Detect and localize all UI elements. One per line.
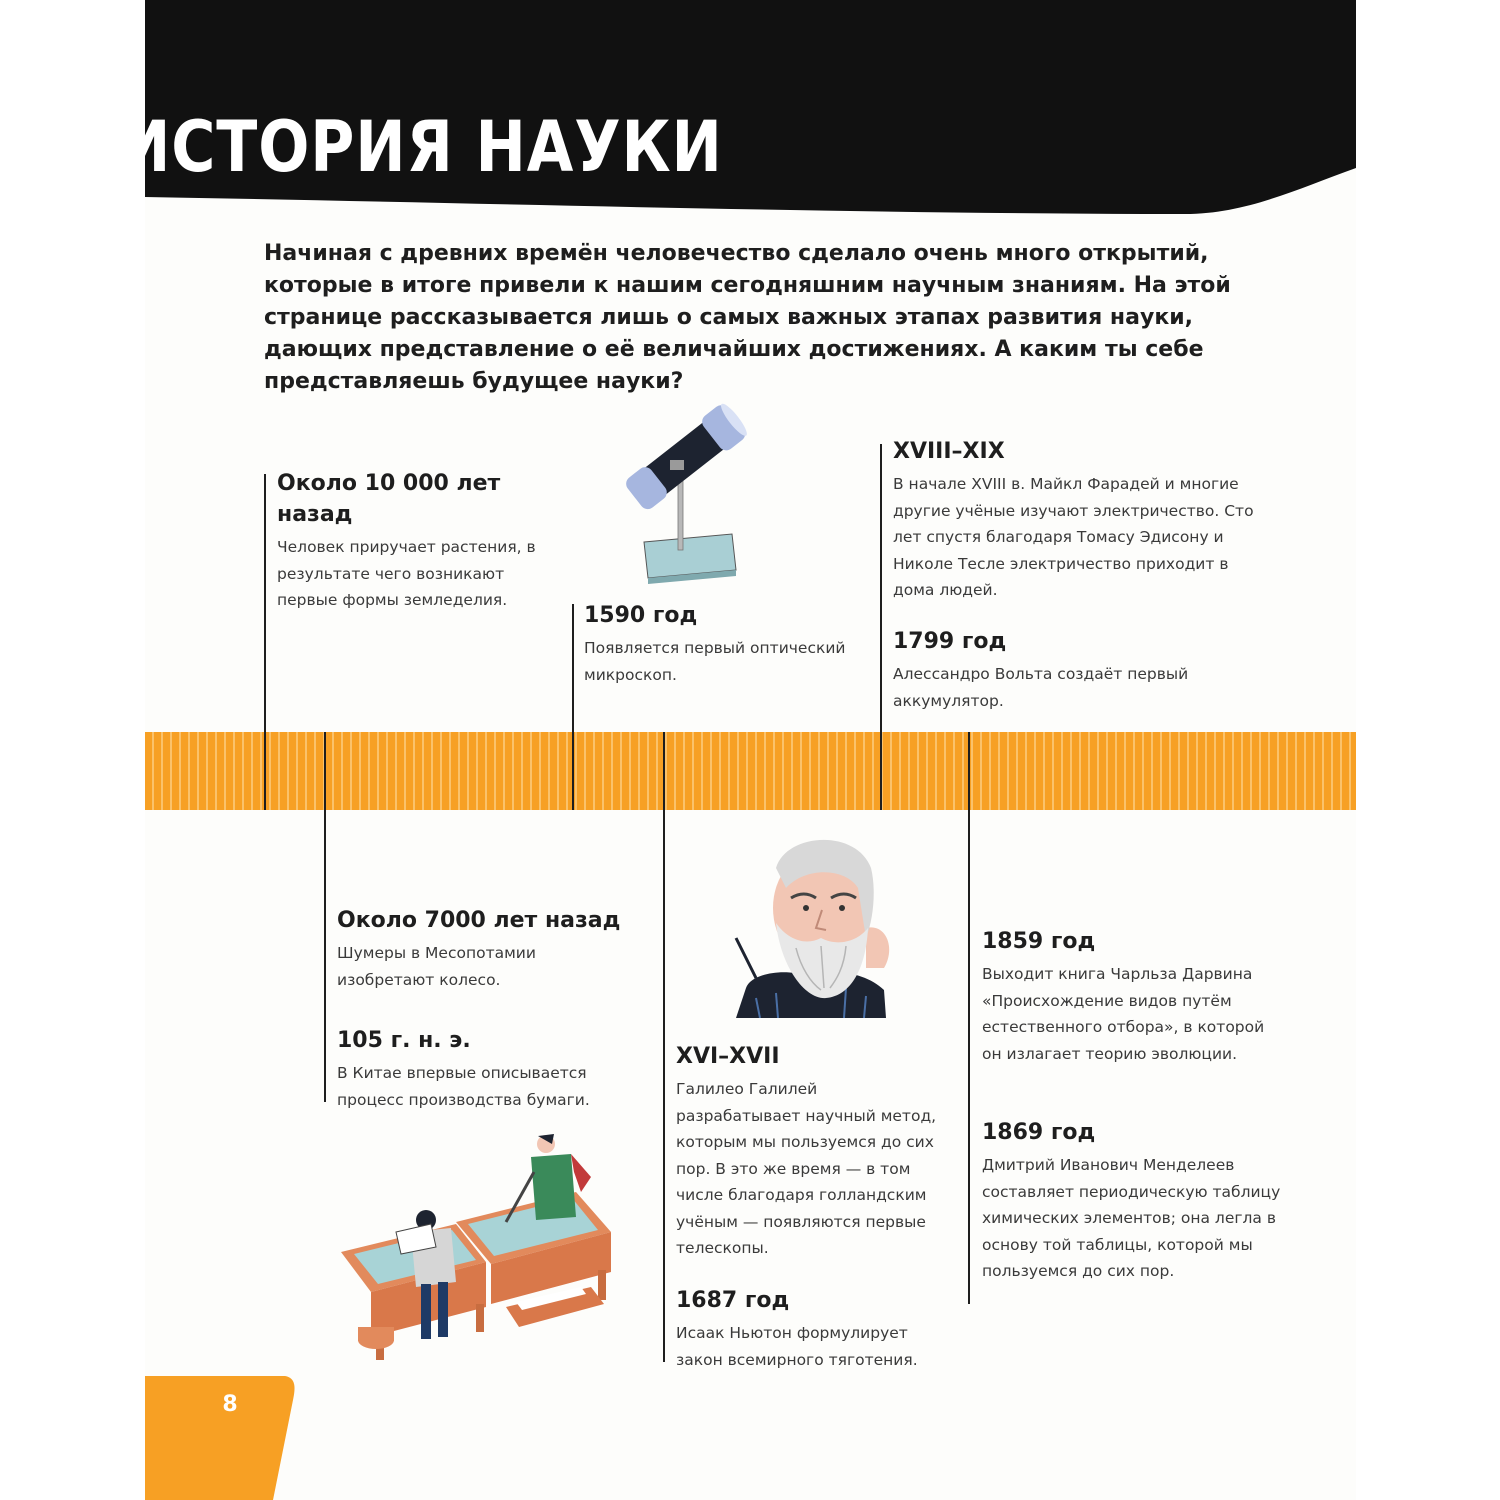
galileo-portrait-illustration — [726, 828, 891, 1018]
timeline-line — [324, 732, 326, 1102]
entry-1590 — [584, 600, 859, 688]
entry-text: Дмитрий Иванович Менделеев составляет периодическую таблицу химических элементов; она легла в основу той таблицы, которой мы пользуемся до сих пор. — [982, 1156, 1281, 1280]
entry-text: Выходит книга Чарльза Дарвина «Происхождение видов путём естественного отбора», в которой он излагает теорию эволюции. — [982, 965, 1265, 1063]
entry-heading: 1859 год — [982, 929, 1096, 954]
timeline-line — [663, 732, 665, 1362]
entry-text: Исаак Ньютон формулирует закон всемирного тяготения. — [676, 1324, 918, 1369]
papermaking-illustration — [336, 1132, 621, 1364]
entry-text: Появляется первый оптический микроскоп. — [584, 639, 846, 684]
entry-text: Шумеры в Месопотамии изобретают колесо. — [337, 944, 536, 989]
entry-heading: XVI–XVII — [676, 1044, 780, 1069]
entry-heading: 1687 год — [676, 1288, 790, 1313]
entry-heading: Около 10 000 лет назад — [277, 471, 501, 527]
entry-text: Галилео Галилей разрабатывает научный метод, которым мы пользуемся до сих пор. В это же время — в том числе благодаря голландским учёным — появляются первые телескопы. — [676, 1080, 937, 1257]
entry-heading: 1799 год — [893, 629, 1007, 654]
entry-text: В Китае впервые описывается процесс производства бумаги. — [337, 1064, 590, 1109]
entry-1687 — [676, 1285, 956, 1373]
entry-18-19-century — [893, 436, 1258, 604]
timeline-band — [145, 732, 1356, 810]
timeline-line — [968, 732, 970, 1304]
page-title: ИСТОРИЯ НАУКИ — [120, 106, 723, 188]
entry-text: Алессандро Вольта создаёт первый аккумулятор. — [893, 665, 1189, 710]
timeline-line — [572, 604, 574, 810]
entry-heading: Около 7000 лет назад — [337, 908, 621, 933]
timeline-line — [880, 444, 882, 810]
entry-7000-years — [337, 905, 637, 993]
entry-heading: 105 г. н. э. — [337, 1028, 471, 1053]
intro-paragraph: Начиная с древних времён человечество сделало очень много открытий, которые в итоге привели к нашим сегодняшним научным знаниям. На этой странице рассказывается лишь о самых важных этапах развития науки, дающих представление о её величайших достижениях. А каким ты себе представляешь будущее науки? — [264, 241, 1231, 394]
entry-text: Человек приручает растения, в результате чего возникают первые формы земледелия. — [277, 538, 536, 609]
entry-105-ad — [337, 1025, 637, 1113]
entry-1859 — [982, 926, 1282, 1067]
page-number: 8 — [222, 1392, 238, 1417]
entry-10000-years — [277, 468, 562, 614]
entry-16-17-century — [676, 1041, 946, 1262]
entry-heading: 1869 год — [982, 1120, 1096, 1145]
microscope-illustration — [612, 394, 747, 584]
entry-heading: XVIII–XIX — [893, 439, 1005, 464]
entry-1869 — [982, 1117, 1282, 1285]
entry-1799 — [893, 626, 1258, 714]
entry-text: В начале XVIII в. Майкл Фарадей и многие другие учёные изучают электричество. Сто лет спустя благодаря Томасу Эдисону и Николе Тесле электричество приходит в дома людей. — [893, 475, 1254, 599]
entry-heading: 1590 год — [584, 603, 698, 628]
timeline-line — [264, 474, 266, 810]
